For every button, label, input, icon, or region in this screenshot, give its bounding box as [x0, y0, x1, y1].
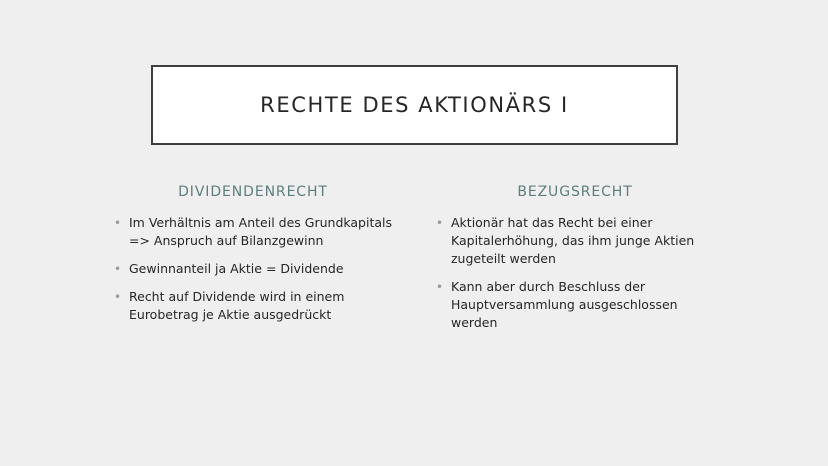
bullet-text: Im Verhältnis am Anteil des Grundkapitals => Anspruch auf Bilanzgewinn [129, 215, 393, 248]
slide-title: RECHTE DES AKTIONÄRS I [260, 93, 569, 117]
right-column [434, 184, 719, 342]
right-bullet-list [434, 214, 719, 332]
left-column [112, 184, 412, 334]
left-column-heading: DIVIDENDENRECHT [178, 184, 328, 200]
bullet-text: Gewinnanteil ja Aktie = Dividende [129, 261, 344, 276]
list-item [112, 214, 412, 250]
list-item [112, 288, 412, 324]
left-bullet-list [112, 214, 412, 324]
bullet-icon: • [114, 262, 122, 276]
list-item [112, 260, 412, 278]
bullet-text: Kann aber durch Beschluss der Hauptversammlung ausgeschlossen werden [451, 279, 678, 330]
bullet-icon: • [436, 280, 444, 294]
right-column-heading: BEZUGSRECHT [517, 184, 633, 200]
list-item [434, 214, 719, 268]
list-item [434, 278, 719, 332]
bullet-icon: • [114, 216, 122, 230]
bullet-text: Aktionär hat das Recht bei einer Kapitalerhöhung, das ihm junge Aktien zugeteilt werden [451, 215, 695, 266]
title-box [151, 65, 678, 145]
bullet-text: Recht auf Dividende wird in einem Eurobetrag je Aktie ausgedrückt [129, 289, 345, 322]
bullet-icon: • [436, 216, 444, 230]
bullet-icon: • [114, 290, 122, 304]
